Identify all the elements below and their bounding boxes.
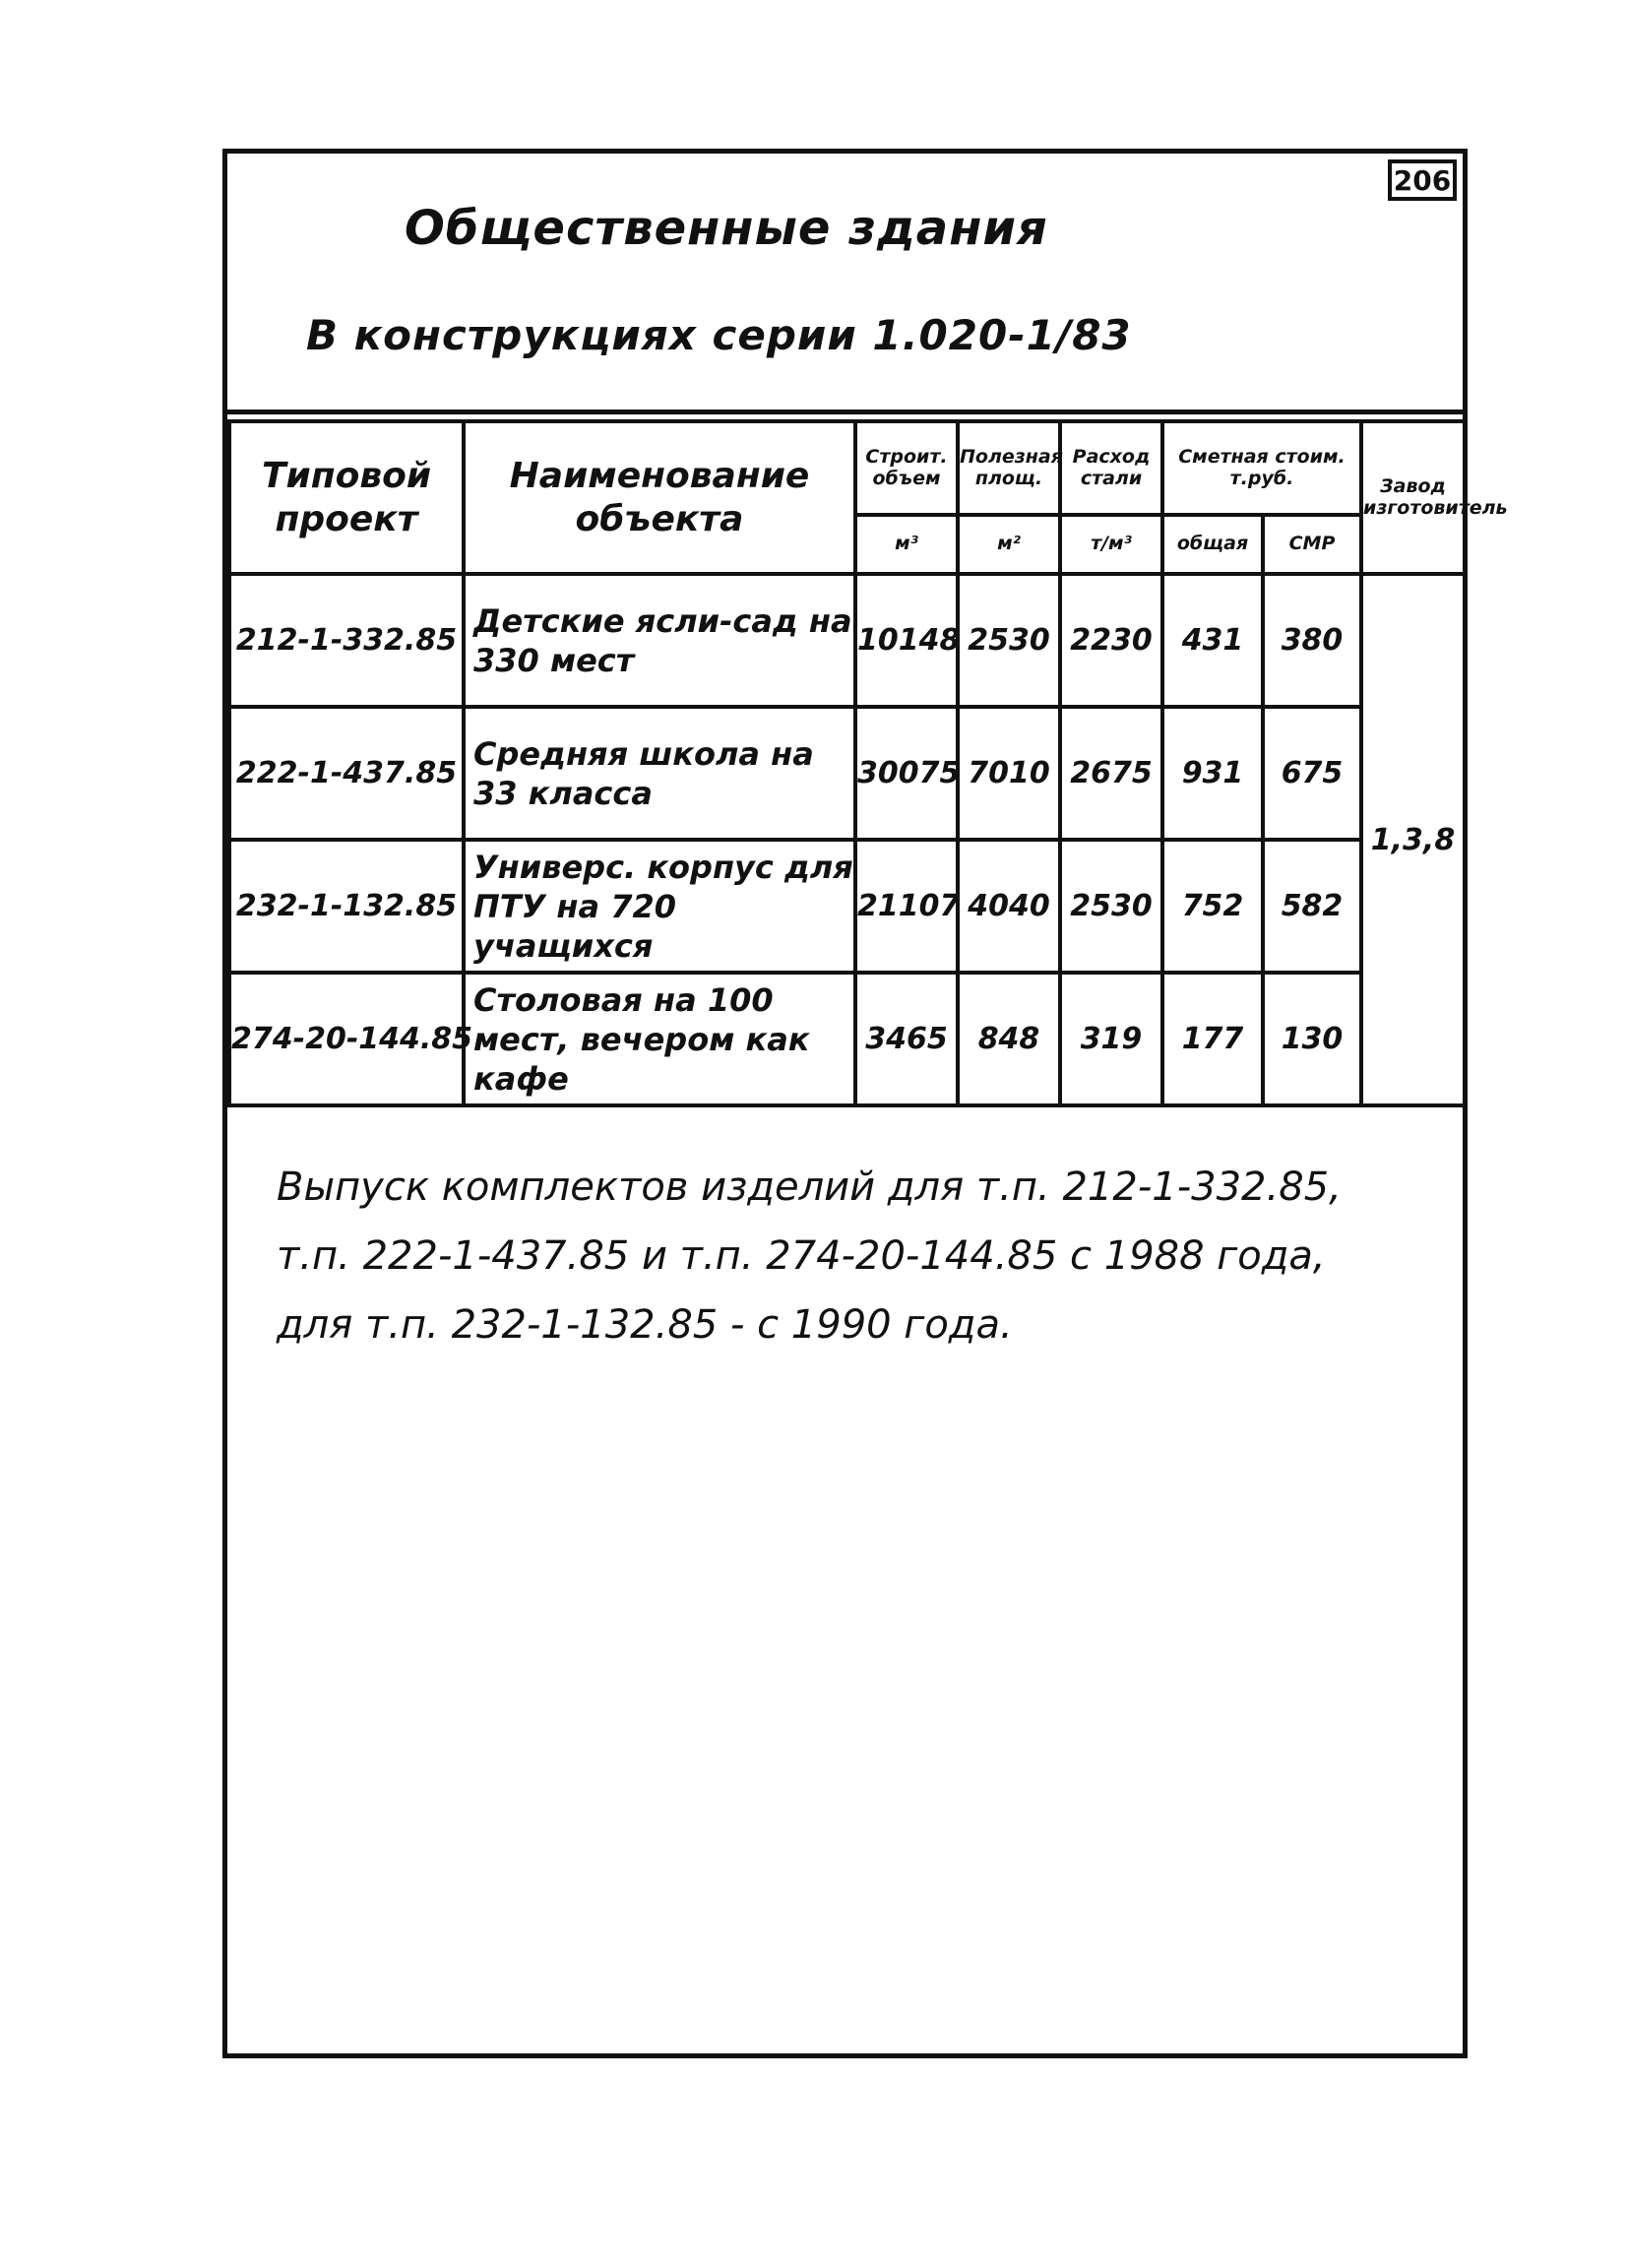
cell-cost-total: 752 (1162, 840, 1263, 973)
title-block (227, 154, 1463, 414)
cell-name: Детские ясли-сад на 330 мест (464, 574, 855, 707)
cell-project: 274-20-144.85 (229, 973, 464, 1105)
table-row (229, 574, 1465, 707)
header-volume-unit: м³ (855, 515, 958, 574)
cell-name: Средняя школа на 33 класса (464, 707, 855, 840)
cell-volume: 30075 (855, 707, 958, 840)
cell-name: Столовая на 100 мест, вечером как кафе (464, 973, 855, 1105)
cell-project: 232-1-132.85 (229, 840, 464, 973)
header-cost-smr: СМР (1263, 515, 1361, 574)
cell-project: 212-1-332.85 (229, 574, 464, 707)
header-cost-total: общая (1162, 515, 1263, 574)
cell-volume: 10148 (855, 574, 958, 707)
cell-cost-smr: 675 (1263, 707, 1361, 840)
cell-project: 222-1-437.85 (229, 707, 464, 840)
note-line-3: для т.п. 232-1-132.85 - с 1990 года. (277, 1302, 1013, 1348)
cell-steel: 2230 (1060, 574, 1162, 707)
note-line-2: т.п. 222-1-437.85 и т.п. 274-20-144.85 с 1988 года, (277, 1233, 1326, 1279)
note-line-1: Выпуск комплектов изделий для т.п. 212-1-332.85, (277, 1165, 1342, 1210)
cell-cost-total: 931 (1162, 707, 1263, 840)
projects-table (227, 419, 1508, 1107)
cell-volume: 21107 (855, 840, 958, 973)
cell-area: 4040 (958, 840, 1060, 973)
title-line-2: В конструкциях серии 1.020-1/83 (306, 311, 1132, 359)
table-row (229, 707, 1465, 840)
cell-cost-total: 431 (1162, 574, 1263, 707)
header-project: Типовой проект (229, 421, 464, 574)
cell-steel: 2675 (1060, 707, 1162, 840)
cell-plant: 1,3,8 (1361, 574, 1465, 1105)
header-plant: Завод изготовитель (1361, 421, 1465, 574)
header-area: Полезная площ. (958, 421, 1060, 515)
document-sheet (222, 149, 1508, 2058)
header-cost: Сметная стоим. т.руб. (1162, 421, 1361, 515)
cell-cost-total: 177 (1162, 973, 1263, 1105)
table-row (229, 973, 1465, 1105)
table-row (229, 840, 1465, 973)
cell-area: 848 (958, 973, 1060, 1105)
release-note (277, 1153, 1438, 1359)
header-volume: Строит. объем (855, 421, 958, 515)
cell-area: 7010 (958, 707, 1060, 840)
header-row-1 (229, 421, 1465, 515)
cell-area: 2530 (958, 574, 1060, 707)
header-steel-unit: т/м³ (1060, 515, 1162, 574)
cell-cost-smr: 130 (1263, 973, 1361, 1105)
cell-steel: 2530 (1060, 840, 1162, 973)
cell-volume: 3465 (855, 973, 958, 1105)
cell-name: Универс. корпус для ПТУ на 720 учащихся (464, 840, 855, 973)
title-line-1: Общественные здания (405, 201, 1048, 256)
cell-cost-smr: 380 (1263, 574, 1361, 707)
header-name: Наименование объекта (464, 421, 855, 574)
cell-steel: 319 (1060, 973, 1162, 1105)
page-number: 206 (1388, 159, 1457, 201)
cell-cost-smr: 582 (1263, 840, 1361, 973)
header-area-unit: м² (958, 515, 1060, 574)
header-steel: Расход стали (1060, 421, 1162, 515)
